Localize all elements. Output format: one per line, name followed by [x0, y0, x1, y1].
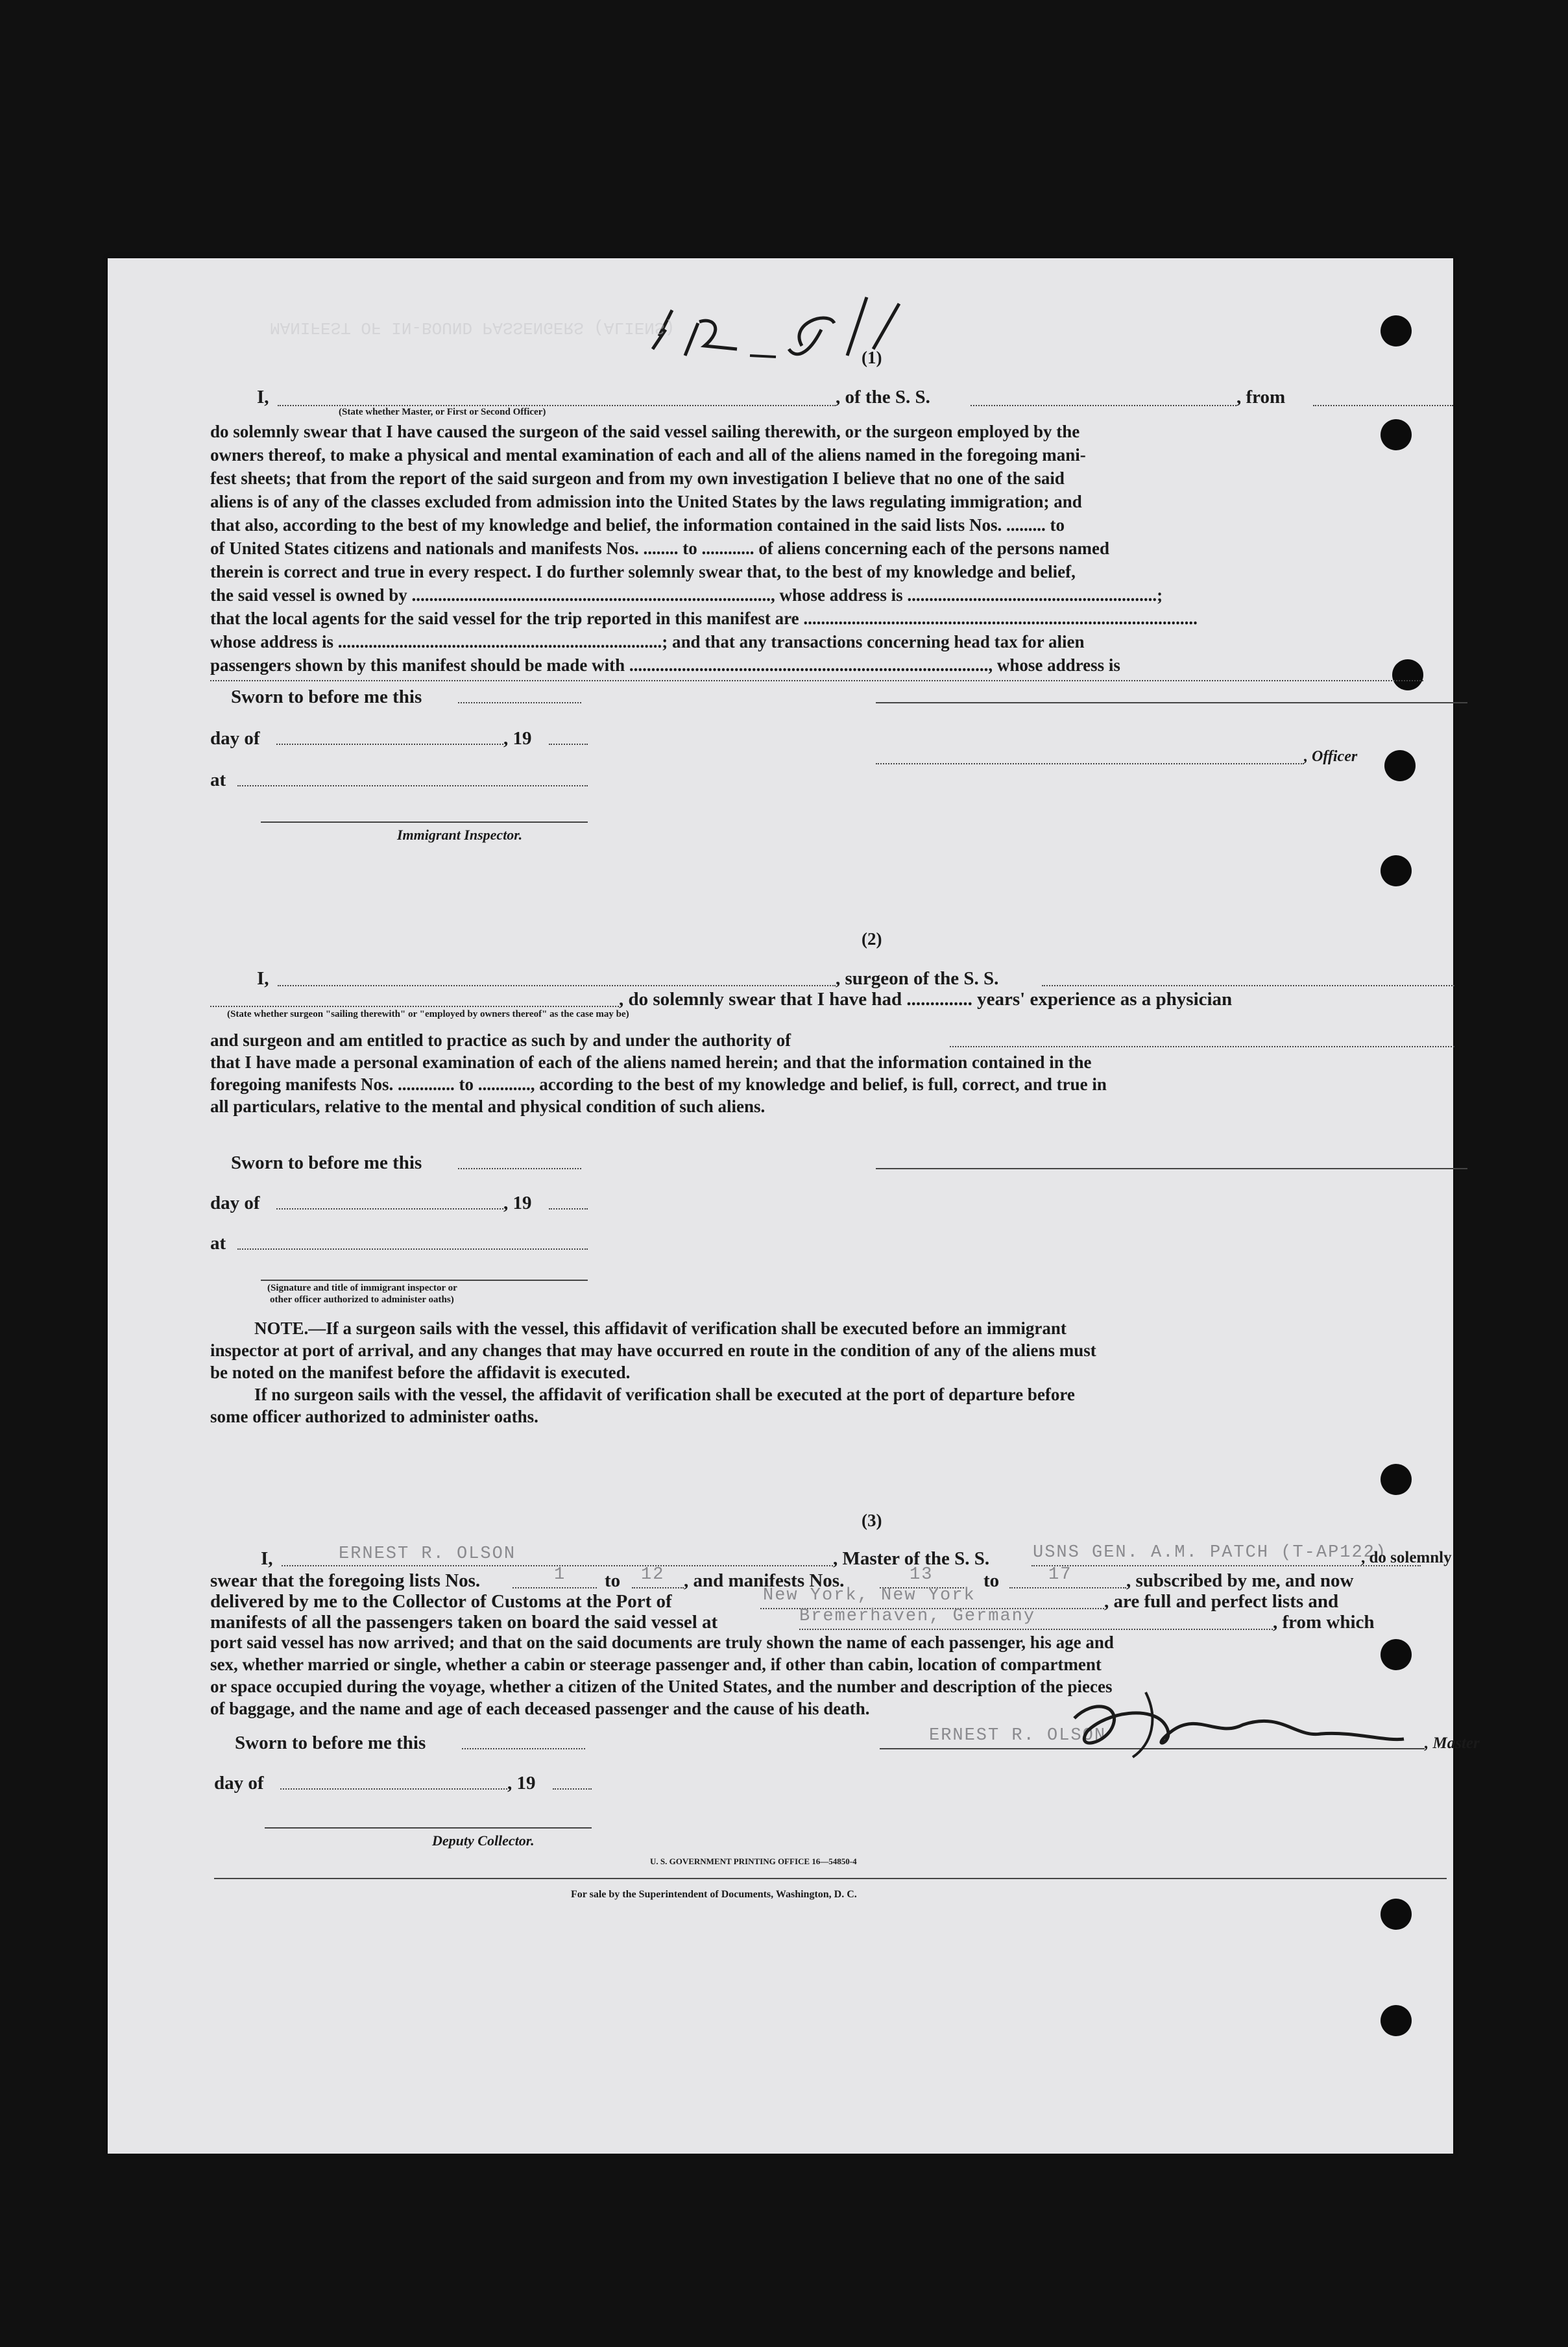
- year-line: [553, 1788, 592, 1790]
- paragraph-line: of United States citizens and nationals and manifests Nos. ........ to ............ of aliens concerning each of the persons named: [210, 539, 1110, 558]
- authority-line: [950, 1046, 1454, 1047]
- paragraph-line: whose address is ..........................................................................; and that any transactions concerning head tax for alien: [210, 632, 1085, 651]
- paragraph-line: foregoing manifests Nos. ............. to ............, according to the best of my knowledge and belief, is full, correct, and true in: [210, 1075, 1107, 1094]
- punch-hole: [1384, 750, 1416, 781]
- vessel-line: [1042, 985, 1454, 986]
- vessel-line: [971, 405, 1236, 406]
- faint-header: MANIFEST OF IN-BOUND PASSENGERS (ALIENS): [270, 318, 675, 337]
- embark-line: [799, 1629, 1273, 1630]
- paragraph-line: sex, whether married or single, whether a cabin or steerage passenger and, if other than cabin, location of compartment: [210, 1655, 1102, 1674]
- punch-hole: [1381, 855, 1412, 886]
- sale-notice: For sale by the Superintendent of Documents, Washington, D. C.: [571, 1889, 857, 1900]
- printing-office: U. S. GOVERNMENT PRINTING OFFICE 16—54850-4: [650, 1856, 857, 1866]
- manifest-page: [108, 258, 1480, 2154]
- handwritten-signature: [1048, 1679, 1412, 1764]
- officer-signature-line: [876, 702, 1467, 703]
- note-line: be noted on the manifest before the affidavit is executed.: [210, 1363, 631, 1382]
- to-label: to: [983, 1570, 1000, 1591]
- manifests-from-typed: 13: [910, 1565, 934, 1585]
- lists-from-line: [513, 1587, 597, 1588]
- note-line: NOTE.—If a surgeon sails with the vessel, this affidavit of verification shall be executed before an immigrant: [254, 1319, 1067, 1338]
- subscribed-label: , subscribed by me, and now: [1126, 1570, 1354, 1591]
- paragraph-line: owners thereof, to make a physical and mental examination of each and all of the aliens named in the foregoing mani-: [210, 445, 1086, 465]
- collector-label: delivered by me to the Collector of Customs at the Port of: [210, 1591, 672, 1612]
- manifests-to-typed: 17: [1048, 1565, 1072, 1585]
- signature-line: [278, 405, 836, 406]
- sworn-line: [458, 1168, 581, 1169]
- at-label: at: [210, 1233, 226, 1254]
- day-line: [280, 1788, 507, 1790]
- day-of-label: day of: [210, 728, 260, 749]
- signature-typed: ERNEST R. OLSON: [929, 1726, 1107, 1745]
- punch-hole: [1381, 1464, 1412, 1495]
- surgeon-label: , surgeon of the S. S.: [836, 968, 999, 989]
- oath-i: I,: [261, 1548, 273, 1569]
- to-label: to: [605, 1570, 621, 1591]
- at-line: [237, 1248, 588, 1250]
- section-number: (2): [862, 929, 882, 949]
- oath-i: I,: [257, 968, 269, 989]
- note-line: inspector at port of arrival, and any changes that may have occurred en route in the condition of any of the aliens must: [210, 1341, 1096, 1360]
- at-label: at: [210, 770, 226, 790]
- master-label: , Master: [1425, 1734, 1480, 1752]
- year-label: , 19: [503, 1193, 532, 1213]
- section-number: (1): [862, 348, 882, 367]
- surgeon-signature-line: [876, 1168, 1467, 1169]
- paragraph-line: and surgeon and am entitled to practice as such by and under the authority of: [210, 1030, 791, 1050]
- perfect-lists-label: , are full and perfect lists and: [1104, 1591, 1339, 1612]
- paragraph-line: that I have made a personal examination of each of the aliens named herein; and that the information contained in the: [210, 1052, 1092, 1072]
- port-typed: New York, New York: [763, 1586, 976, 1605]
- lists-label: swear that the foregoing lists Nos.: [210, 1570, 481, 1591]
- day-line: [276, 744, 503, 745]
- master-name-typed: ERNEST R. OLSON: [339, 1544, 516, 1564]
- note-line: If no surgeon sails with the vessel, the affidavit of verification shall be executed at the port of departure before: [254, 1385, 1075, 1404]
- year-line: [549, 744, 588, 745]
- punch-hole: [1392, 659, 1423, 690]
- swear-line: , do solemnly swear that I have had .............. years' experience as a physician: [619, 989, 1233, 1010]
- surgeon-type-line: [210, 1006, 619, 1007]
- inspector-line: [261, 1280, 588, 1281]
- manifests-all-label: manifests of all the passengers taken on board the said vessel at: [210, 1612, 718, 1633]
- signature-note: other officer authorized to administer oaths): [270, 1295, 454, 1305]
- year-label: , 19: [503, 728, 532, 749]
- manifests-label: , and manifests Nos.: [684, 1570, 845, 1591]
- punch-hole: [1381, 2005, 1412, 2036]
- lists-to-line: [632, 1587, 684, 1588]
- oath-i: I,: [257, 387, 269, 407]
- paragraph-line: or space occupied during the voyage, whether a citizen of the United States, and the number and description of the pieces: [210, 1677, 1113, 1696]
- sworn-label: Sworn to before me this: [231, 1152, 422, 1173]
- day-of-label: day of: [214, 1773, 264, 1794]
- sworn-line: [462, 1748, 585, 1749]
- sworn-line: [458, 702, 581, 703]
- note-line: some officer authorized to administer oaths.: [210, 1407, 538, 1426]
- solemnly-label: , do solemnly: [1361, 1549, 1452, 1566]
- year-label: , 19: [507, 1773, 536, 1794]
- paragraph-line: that also, according to the best of my knowledge and belief, the information contained in the said lists Nos. ......... to: [210, 515, 1065, 535]
- deputy-label: Deputy Collector.: [432, 1832, 535, 1849]
- punch-hole: [1381, 419, 1412, 450]
- handwritten-number-stamp: [627, 284, 990, 382]
- year-line: [549, 1208, 588, 1210]
- sworn-label: Sworn to before me this: [235, 1733, 426, 1753]
- inspector-line: [261, 821, 588, 823]
- embark-typed: Bremerhaven, Germany: [799, 1607, 1036, 1626]
- footer-rule: [214, 1878, 1447, 1879]
- officer-label: , Officer: [1304, 748, 1358, 765]
- from-label: , from: [1236, 387, 1286, 407]
- day-of-label: day of: [210, 1193, 260, 1213]
- officer-note: (State whether Master, or First or Second Officer): [339, 407, 546, 417]
- of-ss-label: , of the S. S.: [836, 387, 930, 407]
- paragraph-line: all particulars, relative to the mental and physical condition of such aliens.: [210, 1097, 766, 1116]
- paragraph-line: do solemnly swear that I have caused the surgeon of the said vessel sailing therewith, or the surgeon employed by the: [210, 422, 1080, 441]
- vessel-typed: USNS GEN. A.M. PATCH (T-AP122): [1033, 1543, 1388, 1563]
- lists-to-typed: 12: [641, 1565, 665, 1585]
- deputy-line: [265, 1827, 592, 1829]
- paragraph-line: port said vessel has now arrived; and that on the said documents are truly shown the name of each passenger, his age and: [210, 1633, 1114, 1652]
- paragraph-line: aliens is of any of the classes excluded from admission into the United States by the laws regulating immigration; and: [210, 492, 1082, 511]
- punch-hole: [1381, 1899, 1412, 1930]
- punch-hole: [1381, 315, 1412, 347]
- signature-line: [278, 985, 836, 986]
- lists-from-typed: 1: [554, 1565, 566, 1585]
- at-line: [237, 785, 588, 786]
- section-number: (3): [862, 1511, 882, 1530]
- from-which-label: , from which: [1273, 1612, 1375, 1633]
- paragraph-line: the said vessel is owned by .................................................................................., whose address is .........................................................;: [210, 585, 1163, 605]
- paragraph-line: that the local agents for the said vessel for the trip reported in this manifest are ..........................................................................................: [210, 609, 1198, 628]
- officer-line: [876, 763, 1304, 764]
- paragraph-line: passengers shown by this manifest should be made with .................................................................................., whose address is: [210, 655, 1120, 675]
- inspector-label: Immigrant Inspector.: [397, 827, 523, 843]
- paragraph-line: of baggage, and the name and age of each deceased passenger and the cause of his death.: [210, 1699, 870, 1718]
- sworn-label: Sworn to before me this: [231, 687, 422, 707]
- paragraph-line: fest sheets; that from the report of the said surgeon and from my own investigation I believe that no one of the said: [210, 468, 1065, 488]
- surgeon-note: (State whether surgeon "sailing therewith" or "employed by owners thereof" as the case may be): [227, 1009, 629, 1019]
- address-line: [210, 680, 1423, 681]
- signature-note: (Signature and title of immigrant inspector or: [267, 1283, 457, 1293]
- day-line: [276, 1208, 503, 1210]
- paragraph-line: therein is correct and true in every respect. I do further solemnly swear that, to the best of my knowledge and belief,: [210, 562, 1076, 581]
- master-of-ss-label: , Master of the S. S.: [833, 1548, 990, 1569]
- manifests-to-line: [1009, 1587, 1126, 1588]
- from-line: [1313, 405, 1453, 406]
